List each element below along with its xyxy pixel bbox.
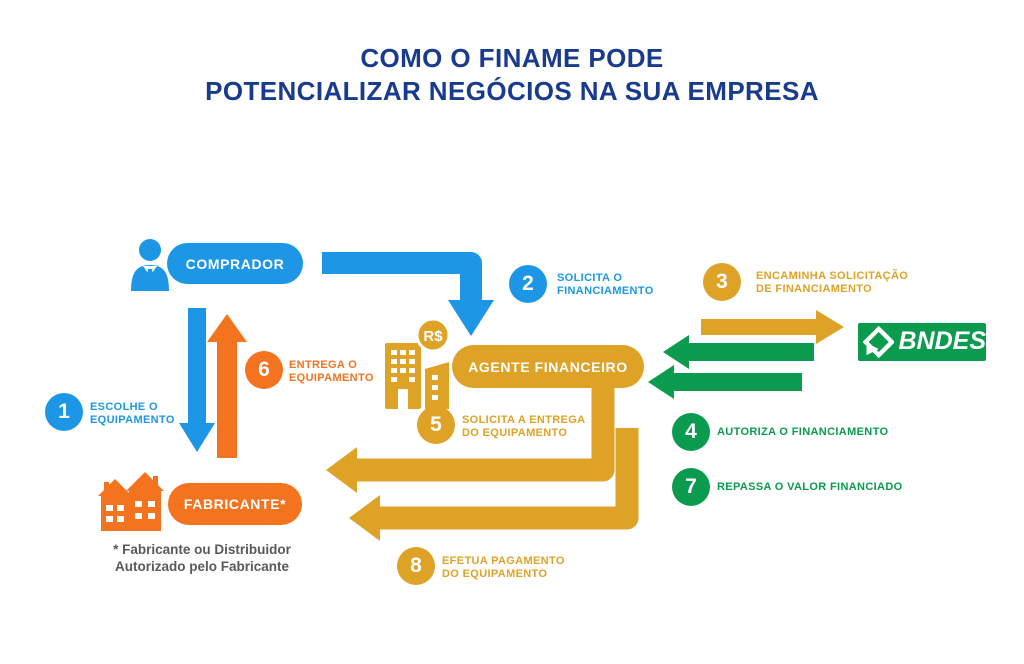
step-7-circle — [672, 468, 710, 506]
step-6-label: ENTREGA O EQUIPAMENTO — [289, 359, 374, 384]
step-3-label: ENCAMINHA SOLICITAÇÃO DE FINANCIAMENTO — [756, 270, 909, 295]
step-8-label: EFETUA PAGAMENTO DO EQUIPAMENTO — [442, 555, 565, 580]
comprador-label: COMPRADOR — [185, 255, 285, 272]
agente-financeiro-pill — [452, 345, 644, 388]
arrow-autoriza-financiamento — [663, 335, 814, 369]
step-8-circle — [397, 547, 435, 585]
footnote-line1: * Fabricante ou Distribuidor — [113, 542, 291, 557]
step-5-label: SOLICITA A ENTREGA DO EQUIPAMENTO — [462, 414, 586, 439]
arrow-efetua-pagamento — [349, 428, 627, 541]
page-title-line1: COMO O FINAME PODE — [360, 43, 664, 73]
page-title-line2: POTENCIALIZAR NEGÓCIOS NA SUA EMPRESA — [205, 76, 819, 106]
comprador-pill — [167, 243, 303, 284]
step-6-number: 6 — [258, 358, 270, 381]
step-5-circle — [417, 406, 455, 444]
step-1-circle — [45, 393, 83, 431]
bank-icon — [383, 317, 451, 409]
arrow-entrega-equipamento — [207, 314, 247, 458]
step-4-number: 4 — [685, 420, 697, 443]
factory-icon — [97, 469, 167, 531]
rs-badge: R$ — [423, 328, 443, 345]
arrow-encaminha-solicitacao — [701, 310, 844, 344]
arrow-repassa-valor — [648, 365, 802, 399]
fabricante-footnote — [96, 541, 308, 575]
step-6-circle — [245, 351, 283, 389]
step-1-number: 1 — [58, 400, 70, 423]
step-4-circle — [672, 413, 710, 451]
bndes-wordmark: BNDES — [898, 326, 986, 355]
step-7-number: 7 — [685, 475, 697, 498]
step-8-number: 8 — [410, 554, 422, 577]
step-2-number: 2 — [522, 272, 534, 295]
step-3-number: 3 — [716, 270, 728, 293]
arrow-escolhe-equipamento — [179, 308, 215, 452]
step-5-number: 5 — [430, 413, 442, 436]
step-4-label: AUTORIZA O FINANCIAMENTO — [717, 426, 889, 438]
fabricante-pill — [168, 483, 302, 525]
step-2-circle — [509, 265, 547, 303]
fabricante-label: FABRICANTE* — [183, 496, 287, 512]
step-3-circle — [703, 263, 741, 301]
bndes-logo — [858, 323, 986, 361]
step-7-label: REPASSA O VALOR FINANCIADO — [717, 481, 903, 493]
footnote-line2: Autorizado pelo Fabricante — [114, 559, 290, 574]
agente-financeiro-label: AGENTE FINANCEIRO — [468, 358, 628, 375]
bndes-mark-icon — [863, 326, 894, 358]
step-1-label: ESCOLHE O EQUIPAMENTO — [90, 401, 175, 426]
step-2-label: SOLICITA O FINANCIAMENTO — [557, 272, 654, 297]
